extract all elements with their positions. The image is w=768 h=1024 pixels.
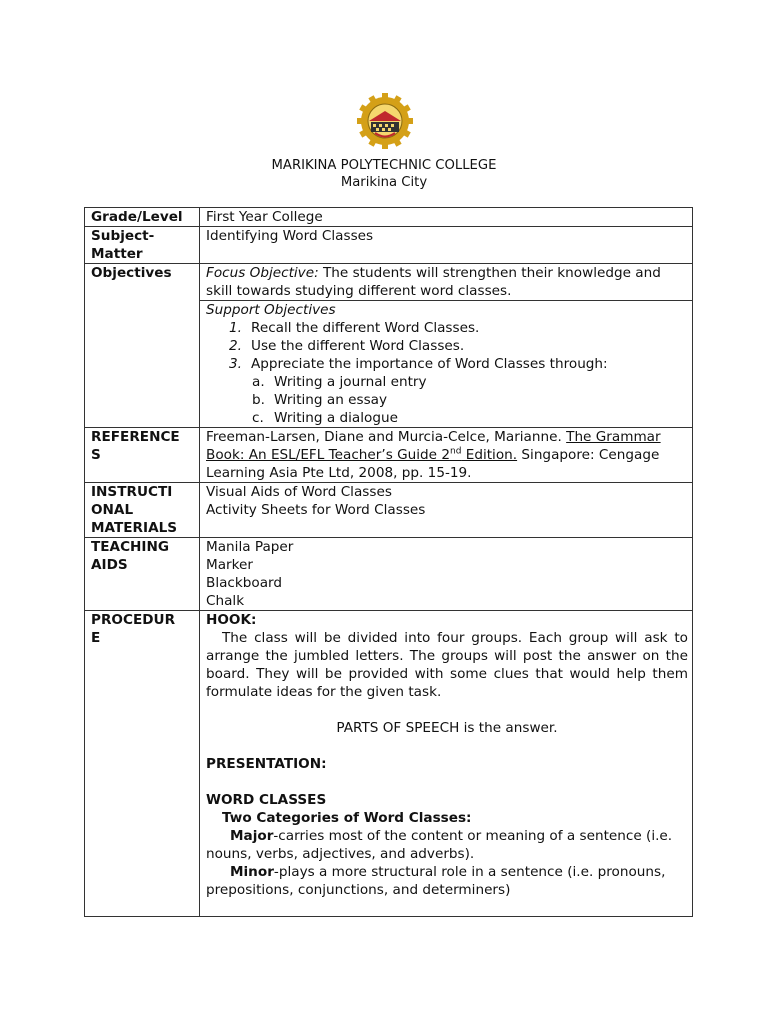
procedure-label-line2: E	[91, 630, 101, 646]
reference-authors: Freeman-Larsen, Diane and Murcia-Celce, Marianne.	[206, 429, 567, 445]
list-item	[252, 409, 688, 427]
hook-text: The class will be divided into four groups. Each group will ask to arrange the jumbled letters. The groups will post the answer on the board. They will be provided with some clues that would help them formulate ideas for the given task.	[206, 630, 688, 700]
focus-objective-cell	[200, 264, 693, 301]
reference-edition-text: Edition.	[461, 447, 518, 463]
row-label-references	[85, 428, 200, 483]
categories-heading: Two Categories of Word Classes:	[222, 810, 472, 826]
references-label-line1: REFERENCE	[91, 429, 180, 445]
list-text: Writing a journal entry	[274, 374, 427, 390]
row-label-procedure	[85, 611, 200, 917]
institution-city: Marikina City	[340, 175, 428, 190]
minor-category	[206, 863, 688, 899]
subject-value: Identifying Word Classes	[206, 228, 374, 244]
list-text: Use the different Word Classes.	[251, 338, 465, 354]
major-label: Major	[230, 828, 274, 844]
reference-edition-sup: nd	[449, 446, 462, 457]
table-row-procedure	[85, 611, 693, 917]
word-classes-heading: WORD CLASSES	[206, 792, 327, 808]
list-letter: b.	[252, 392, 265, 408]
lesson-plan-table	[84, 207, 693, 917]
row-label-teaching-aids	[85, 538, 200, 611]
reference-publisher: Singapore: Cengage Learning Asia Pte Ltd, 2008, pp. 15-19.	[206, 447, 660, 481]
teaching-aid-item: Blackboard	[206, 575, 283, 591]
grade-label: Grade/Level	[91, 209, 183, 225]
hook-answer: PARTS OF SPEECH is the answer.	[336, 720, 558, 736]
grade-value: First Year College	[206, 209, 323, 225]
presentation-heading: PRESENTATION:	[206, 756, 327, 772]
row-label-instructional	[85, 483, 200, 538]
list-text: Appreciate the importance of Word Classes through:	[251, 356, 608, 372]
list-item	[229, 319, 688, 337]
list-number: 1.	[229, 320, 242, 336]
college-seal-logo	[357, 93, 413, 149]
support-objectives-label: Support Objectives	[206, 302, 336, 318]
support-objectives-cell	[200, 301, 693, 428]
table-row-grade	[85, 208, 693, 227]
minor-label: Minor	[230, 864, 274, 880]
row-label-objectives	[85, 264, 200, 428]
subject-label-line2: Matter	[91, 246, 143, 262]
instructional-label-line2: ONAL	[91, 502, 134, 518]
procedure-label-line1: PROCEDUR	[91, 612, 176, 628]
teaching-aid-item: Marker	[206, 557, 253, 573]
instructional-label-line3: MATERIALS	[91, 520, 178, 536]
objectives-label: Objectives	[91, 265, 172, 281]
list-text: Writing a dialogue	[274, 410, 398, 426]
hook-heading: HOOK:	[206, 612, 257, 628]
table-row-references	[85, 428, 693, 483]
minor-text: -plays a more structural role in a sentence (i.e. pronouns, prepositions, conjunctions, and determiners)	[206, 864, 666, 898]
procedure-cell	[200, 611, 693, 917]
list-item	[229, 355, 688, 373]
table-row-objectives-focus	[85, 264, 693, 301]
teaching-aid-item: Manila Paper	[206, 539, 294, 555]
row-label-grade	[85, 208, 200, 227]
references-cell	[200, 428, 693, 483]
major-text: -carries most of the content or meaning of a sentence (i.e. nouns, verbs, adjectives, and adverbs).	[206, 828, 673, 862]
instructional-label-line1: INSTRUCTI	[91, 484, 173, 500]
appreciation-sub-list	[206, 373, 688, 427]
teaching-aid-item: Chalk	[206, 593, 245, 609]
focus-objective-text: The students will strengthen their knowledge and skill towards studying different word classes.	[206, 265, 661, 299]
list-text: Writing an essay	[274, 392, 388, 408]
focus-objective-label: Focus Objective:	[206, 265, 319, 281]
references-label-line2: S	[91, 447, 101, 463]
teaching-aids-cell	[200, 538, 693, 611]
row-value-grade	[200, 208, 693, 227]
list-letter: c.	[252, 410, 264, 426]
list-item	[252, 391, 688, 409]
major-category	[206, 827, 688, 863]
list-number: 2.	[229, 338, 242, 354]
table-row-subject	[85, 227, 693, 264]
institution-name: MARIKINA POLYTECHNIC COLLEGE	[271, 158, 497, 173]
row-value-subject	[200, 227, 693, 264]
subject-label-line1: Subject-	[91, 228, 155, 244]
instructional-cell	[200, 483, 693, 538]
table-row-teaching-aids	[85, 538, 693, 611]
instructional-item: Activity Sheets for Word Classes	[206, 502, 426, 518]
list-text: Recall the different Word Classes.	[251, 320, 480, 336]
row-label-subject	[85, 227, 200, 264]
support-objectives-list	[206, 319, 688, 373]
reference-title-text: The Grammar Book: An ESL/EFL Teacher’s Guide 2	[206, 429, 661, 463]
teaching-aids-label-line1: TEACHING	[91, 539, 170, 555]
list-number: 3.	[229, 356, 242, 372]
list-letter: a.	[252, 374, 265, 390]
table-row-instructional	[85, 483, 693, 538]
list-item	[229, 337, 688, 355]
instructional-item: Visual Aids of Word Classes	[206, 484, 392, 500]
teaching-aids-label-line2: AIDS	[91, 557, 128, 573]
list-item	[252, 373, 688, 391]
